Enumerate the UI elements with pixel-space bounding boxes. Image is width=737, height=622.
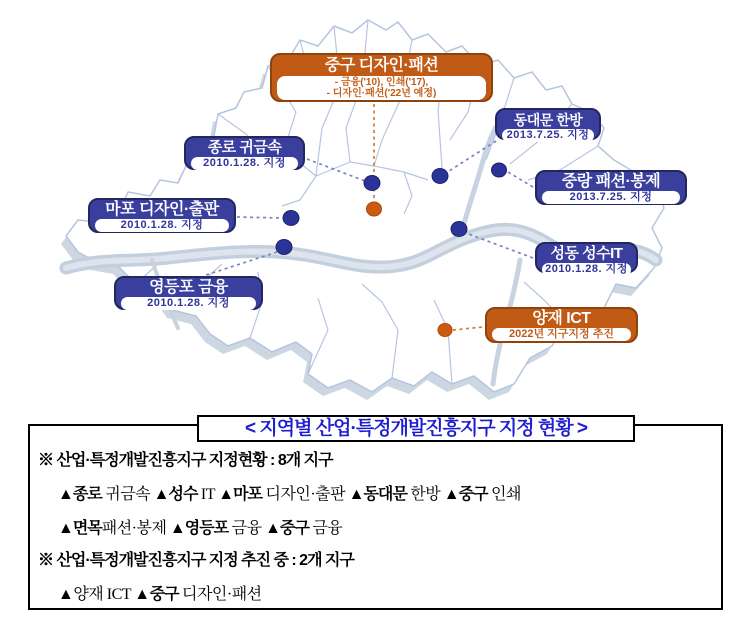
label-title: 양재 ICT xyxy=(532,310,591,327)
marker-junggu xyxy=(367,202,382,216)
label-title: 영등포 금융 xyxy=(149,279,228,296)
label-title: 중구 디자인·패션 xyxy=(324,57,439,74)
marker-jungnang xyxy=(492,163,507,177)
label-date: 2010.1.28. 지정 xyxy=(95,219,229,232)
label-junggu-design-fashion xyxy=(270,53,493,102)
label-yeongdeungpo-finance xyxy=(114,276,263,310)
label-title: 성동 성수IT xyxy=(550,245,623,262)
label-jungnang-fashion-sewing xyxy=(535,170,687,205)
label-date: 2022년 지구지정 추진 xyxy=(492,328,631,341)
summary-heading-planned: ※ 산업·특정개발진흥지구 지정 추진 중 : 2개 지구 xyxy=(38,552,354,569)
marker-mapo xyxy=(283,211,299,226)
summary-heading-designated: ※ 산업·특정개발진흥지구 지정현황 : 8개 지구 xyxy=(38,452,333,469)
label-jongno-jewelry xyxy=(184,136,305,170)
label-yangjae-ict xyxy=(485,307,638,343)
marker-seongdong xyxy=(451,222,467,237)
marker-yeongdeungpo xyxy=(276,240,292,255)
label-seongdong-seongsu-it xyxy=(535,242,638,273)
label-detail xyxy=(277,76,486,100)
label-date: 2013.7.25. 지정 xyxy=(542,191,680,204)
label-title: 종로 귀금속 xyxy=(207,139,282,156)
label-mapo-design-publishing xyxy=(88,198,236,233)
label-detail-line: - 디자인·패션('22년 예정) xyxy=(326,88,437,99)
label-title: 중랑 패션·봉제 xyxy=(561,173,661,190)
summary-planned-list: ▲양재 ICT ▲중구 디자인·패션 xyxy=(58,586,262,603)
label-date: 2010.1.28. 지정 xyxy=(191,157,298,170)
marker-yangjae xyxy=(438,324,452,337)
label-dongdaemun-hanbang xyxy=(495,108,601,140)
summary-title: < 지역별 산업·특정개발진흥지구 지정 현황 > xyxy=(197,415,635,442)
label-date: 2013.7.25. 지정 xyxy=(502,129,594,142)
label-title: 동대문 한방 xyxy=(513,112,583,128)
summary-designated-list-2: ▲면목패션·봉제 ▲영등포 금융 ▲중구 금융 xyxy=(58,520,343,537)
summary-designated-list-1: ▲종로 귀금속 ▲성수 IT ▲마포 디자인·출판 ▲동대문 한방 ▲중구 인쇄 xyxy=(58,486,521,503)
label-date: 2010.1.28. 지정 xyxy=(542,263,631,276)
marker-jongno xyxy=(364,176,380,191)
label-detail-line: - 금융('10), 인쇄('17), xyxy=(334,77,429,88)
label-date: 2010.1.28. 지정 xyxy=(121,297,256,310)
label-title: 마포 디자인·출판 xyxy=(105,201,219,218)
marker-dongdaemun xyxy=(432,169,448,184)
